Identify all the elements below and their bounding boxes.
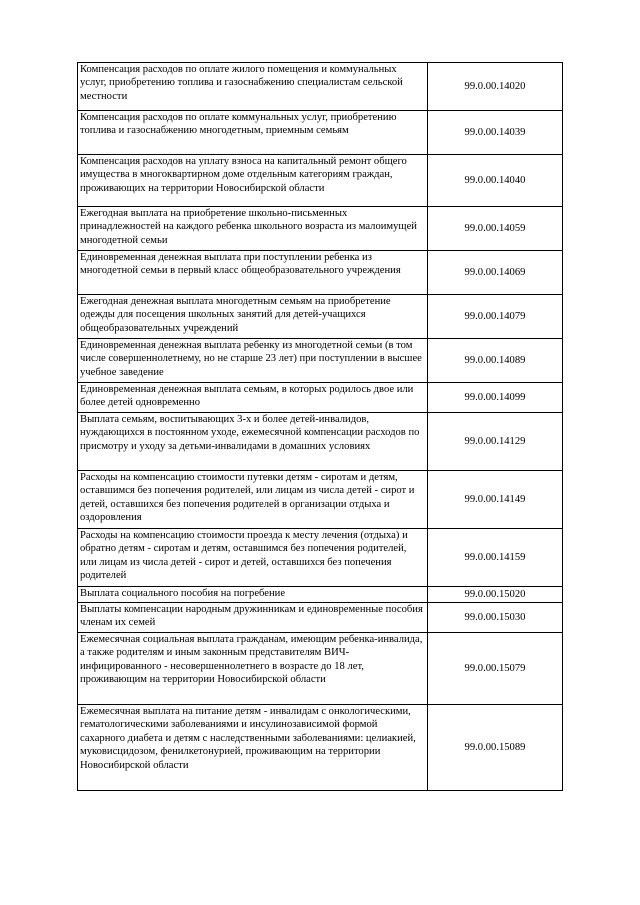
expense-name: Компенсация расходов по оплате жилого помещения и коммунальных услуг, приобретению топлива и газоснабжению специалистам сельской местности — [80, 64, 403, 102]
expense-name: Выплаты компенсации народным дружинникам и единовременные пособия членам их семей — [80, 604, 423, 629]
expense-name-cell — [78, 111, 428, 155]
expense-code-cell — [428, 251, 563, 295]
expense-name: Компенсация расходов на уплату взноса на капитальный ремонт общего имущества в многоквартирном доме отдельным категориям граждан, проживающих на территории Новосибирской области — [80, 156, 407, 194]
expense-code-cell — [428, 295, 563, 339]
expense-code-cell — [428, 383, 563, 413]
expense-name: Ежегодная денежная выплата многодетным семьям на приобретение одежды для посещения школьных занятий для детей-учащихся общеобразовательных учреждений — [80, 296, 391, 334]
expense-name: Ежегодная выплата на приобретение школьно-письменных принадлежностей на каждого ребенка школьного возраста из малоимущей многодетной семьи — [80, 208, 417, 246]
expense-name-cell — [78, 587, 428, 603]
expense-code-cell — [428, 705, 563, 791]
expense-name-cell — [78, 603, 428, 633]
table-row — [78, 207, 563, 251]
expense-code: 99.0.00.14079 — [464, 310, 526, 322]
expense-name: Расходы на компенсацию стоимости путевки детям - сиротам и детям, оставшимся без попечения родителей, или лицам из числа детей - сирот и детей, оставшихся без попечения родителей в организации отдыха и оздоровления — [80, 472, 415, 524]
expense-name: Выплата семьям, воспитывающих 3-х и более детей-инвалидов, нуждающихся в постоянном уходе, ежемесячной компенсации расходов по присмотру и уходу за детьми-инвалидами в домашних условиях — [80, 414, 420, 452]
expense-name: Единовременная денежная выплата ребенку из многодетной семьи (в том числе совершеннолетнему, но не старше 23 лет) при поступлении в высшее учебное заведение — [80, 340, 422, 378]
table-row — [78, 111, 563, 155]
expense-code: 99.0.00.14089 — [464, 354, 526, 366]
expense-name-cell — [78, 529, 428, 587]
expense-code: 99.0.00.14069 — [464, 266, 526, 278]
expense-code: 99.0.00.14039 — [464, 126, 526, 138]
expense-code: 99.0.00.14129 — [464, 435, 526, 447]
table-row — [78, 383, 563, 413]
table-row — [78, 339, 563, 383]
expense-name: Единовременная денежная выплата при поступлении ребенка из многодетной семьи в первый класс общеобразовательного учреждения — [80, 252, 401, 277]
expense-name: Единовременная денежная выплата семьям, в которых родилось двое или более детей одновременно — [80, 384, 414, 409]
expense-code-cell — [428, 339, 563, 383]
expense-name-cell — [78, 251, 428, 295]
expense-code-cell — [428, 587, 563, 603]
expense-code: 99.0.00.14059 — [464, 222, 526, 234]
expense-code-cell — [428, 413, 563, 471]
table-row — [78, 295, 563, 339]
expense-name-cell — [78, 705, 428, 791]
table-row — [78, 529, 563, 587]
expense-name-cell — [78, 383, 428, 413]
table-row — [78, 413, 563, 471]
expense-code-cell — [428, 155, 563, 207]
expense-code: 99.0.00.14020 — [464, 80, 526, 92]
table-row — [78, 251, 563, 295]
expense-code: 99.0.00.15079 — [464, 662, 526, 674]
expense-name-cell — [78, 207, 428, 251]
expense-name: Ежемесячная выплата на питание детям - инвалидам с онкологическими, гематологическими заболеваниями и инсулинозависимой формой сахарного диабета и детям с наследственными заболеваниями: целиакией, муковисцидозом, фенилкетонурией, проживающим на территории Новосибирской области — [80, 706, 416, 771]
expense-code-cell — [428, 63, 563, 111]
expense-name-cell — [78, 295, 428, 339]
expense-code: 99.0.00.14040 — [464, 174, 526, 186]
expense-name-cell — [78, 413, 428, 471]
expense-code: 99.0.00.15020 — [464, 588, 526, 600]
expense-code: 99.0.00.15089 — [464, 741, 526, 753]
expense-code: 99.0.00.15030 — [464, 611, 526, 623]
expense-code-cell — [428, 111, 563, 155]
expense-name: Расходы на компенсацию стоимости проезда к месту лечения (отдыха) и обратно детям - сиротам и детям, оставшимся без попечения родителей, или лицам из числа детей - сирот и детей, оставшихся без попечения родителей — [80, 530, 408, 582]
expense-code: 99.0.00.14099 — [464, 391, 526, 403]
expense-name-cell — [78, 155, 428, 207]
expense-code-cell — [428, 603, 563, 633]
table-row — [78, 705, 563, 791]
expense-code: 99.0.00.14159 — [464, 551, 526, 563]
expense-name: Компенсация расходов по оплате коммунальных услуг, приобретению топлива и газоснабжению многодетным, приемным семьям — [80, 112, 397, 137]
expense-name-cell — [78, 339, 428, 383]
expense-name: Ежемесячная социальная выплата гражданам, имеющим ребенка-инвалида, а также родителям и иным законным представителям ВИЧ-инфицированного - несовершеннолетнего в возрасте до 18 лет, проживающим на территории Новосибирской области — [80, 634, 423, 686]
expense-code-cell — [428, 471, 563, 529]
expense-name: Выплата социального пособия на погребение — [80, 588, 286, 599]
table-row — [78, 587, 563, 603]
expense-name-cell — [78, 471, 428, 529]
expense-code: 99.0.00.14149 — [464, 493, 526, 505]
expense-code-cell — [428, 529, 563, 587]
expense-code-cell — [428, 207, 563, 251]
table-row — [78, 471, 563, 529]
table-row — [78, 603, 563, 633]
expense-code-cell — [428, 633, 563, 705]
table-row — [78, 63, 563, 111]
expense-name-cell — [78, 63, 428, 111]
table-row — [78, 155, 563, 207]
table-row — [78, 633, 563, 705]
expense-name-cell — [78, 633, 428, 705]
expense-codes-table — [77, 62, 563, 791]
